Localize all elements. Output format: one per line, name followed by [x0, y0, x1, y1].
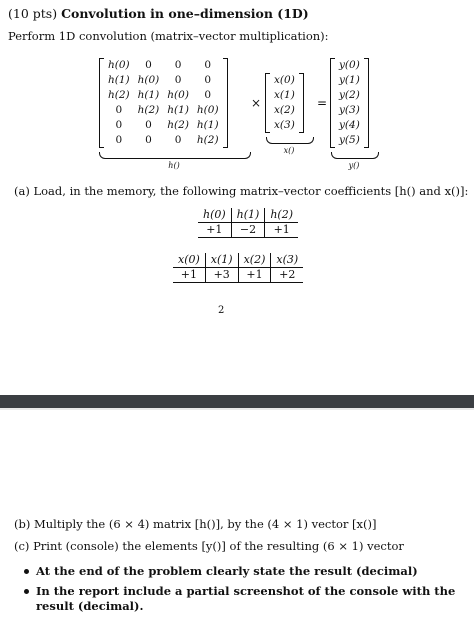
- matrix-cell: y(1): [339, 74, 360, 86]
- h-underbrace: [99, 152, 251, 159]
- bullet-text: In the report include a partial screenshot of the console with the result (decimal).: [36, 584, 456, 613]
- points-label: (10 pts): [8, 6, 58, 21]
- table-cell: +1: [173, 268, 205, 283]
- matrix-row: [104, 103, 223, 118]
- table-header-cell: x(1): [205, 253, 238, 268]
- matrix-row: [335, 118, 364, 133]
- table-header-cell: x(0): [173, 253, 205, 268]
- matrix-row: [335, 73, 364, 88]
- matrix-cell: 0: [204, 59, 212, 71]
- matrix-cell: 0: [115, 119, 123, 131]
- matrix-row: [335, 133, 364, 148]
- matrix-row: [270, 118, 299, 133]
- table-cell: +3: [205, 268, 238, 283]
- x-vector: [270, 73, 299, 133]
- matrix-row: [104, 88, 223, 103]
- y-label: y(): [348, 161, 360, 170]
- matrix-cell: h(2): [108, 89, 130, 101]
- table-row: [173, 268, 303, 283]
- matrix-row: [104, 133, 223, 148]
- convolution-equation: [96, 58, 386, 178]
- matrix-row: [335, 103, 364, 118]
- part-c-text: (c) Print (console) the elements [y()] of the resulting (6 × 1) vector: [14, 539, 404, 553]
- matrix-cell: y(5): [339, 134, 360, 146]
- table-header-cell: h(1): [231, 208, 265, 223]
- matrix-cell: 0: [145, 59, 152, 71]
- x-coefficient-table: [173, 253, 303, 283]
- matrix-cell: h(1): [137, 89, 160, 101]
- bullet-text: At the end of the problem clearly state the result (decimal): [36, 564, 418, 578]
- bullet-icon: [24, 589, 29, 594]
- matrix-cell: h(2): [167, 119, 189, 131]
- table-header-cell: x(2): [238, 253, 271, 268]
- matrix-cell: h(0): [167, 89, 189, 101]
- matrix-cell: 0: [174, 74, 182, 86]
- equals-sign: =: [317, 96, 328, 110]
- matrix-row: [270, 88, 299, 103]
- matrix-cell: x(3): [274, 119, 295, 131]
- matrix-cell: 0: [115, 104, 123, 116]
- table-header-cell: x(3): [271, 253, 303, 268]
- title-text: Convolution in one–dimension (1D): [61, 6, 309, 21]
- matrix-row: [104, 118, 223, 133]
- h-matrix: [104, 58, 223, 148]
- table-row: [198, 223, 298, 238]
- matrix-cell: y(4): [339, 119, 360, 131]
- x-label: x(): [283, 146, 295, 155]
- table-cell: +1: [238, 268, 271, 283]
- matrix-cell: h(0): [196, 104, 219, 116]
- matrix-cell: y(2): [339, 89, 360, 101]
- bullet-icon: [24, 569, 29, 574]
- matrix-cell: 0: [174, 59, 182, 71]
- table-cell: +1: [198, 223, 231, 238]
- x-underbrace: [266, 137, 314, 144]
- part-a-text: (a) Load, in the memory, the following matrix–vector coefficients [h() and x()]:: [14, 184, 469, 198]
- table-header-cell: h(0): [198, 208, 231, 223]
- table-header-row: [198, 208, 298, 223]
- matrix-cell: h(1): [196, 119, 219, 131]
- matrix-cell: 0: [115, 134, 123, 146]
- matrix-row: [335, 88, 364, 103]
- matrix-cell: 0: [174, 134, 182, 146]
- part-b-text: (b) Multiply the (6 × 4) matrix [h()], by the (4 × 1) vector [x()]: [14, 517, 377, 531]
- matrix-cell: y(0): [339, 59, 360, 71]
- table-header-cell: h(2): [265, 208, 298, 223]
- matrix-row: [270, 73, 299, 88]
- matrix-cell: 0: [145, 119, 152, 131]
- matrix-cell: 0: [204, 74, 212, 86]
- matrix-row: [335, 58, 364, 73]
- matrix-cell: x(0): [274, 74, 295, 86]
- matrix-cell: h(1): [108, 74, 130, 86]
- times-sign: ×: [251, 96, 262, 110]
- matrix-cell: x(2): [274, 104, 295, 116]
- table-cell: +1: [265, 223, 298, 238]
- matrix-cell: h(0): [137, 74, 160, 86]
- matrix-row: [104, 73, 223, 88]
- page-divider: [0, 395, 474, 408]
- table-cell: +2: [271, 268, 303, 283]
- y-vector: [335, 58, 364, 148]
- matrix-cell: y(3): [339, 104, 360, 116]
- page-number: 2: [218, 305, 225, 316]
- problem-title: [8, 6, 309, 21]
- matrix-cell: x(1): [274, 89, 295, 101]
- matrix-row: [104, 58, 223, 73]
- matrix-row: [270, 103, 299, 118]
- table-cell: −2: [231, 223, 265, 238]
- h-coefficient-table: [198, 208, 298, 238]
- matrix-cell: 0: [145, 134, 152, 146]
- y-underbrace: [331, 152, 379, 159]
- matrix-cell: h(2): [137, 104, 160, 116]
- intro-text: Perform 1D convolution (matrix–vector multiplication):: [8, 29, 329, 43]
- matrix-cell: 0: [204, 89, 212, 101]
- matrix-cell: h(2): [196, 134, 219, 146]
- h-label: h(): [168, 161, 180, 170]
- matrix-cell: h(1): [167, 104, 189, 116]
- matrix-cell: h(0): [108, 59, 130, 71]
- table-header-row: [173, 253, 303, 268]
